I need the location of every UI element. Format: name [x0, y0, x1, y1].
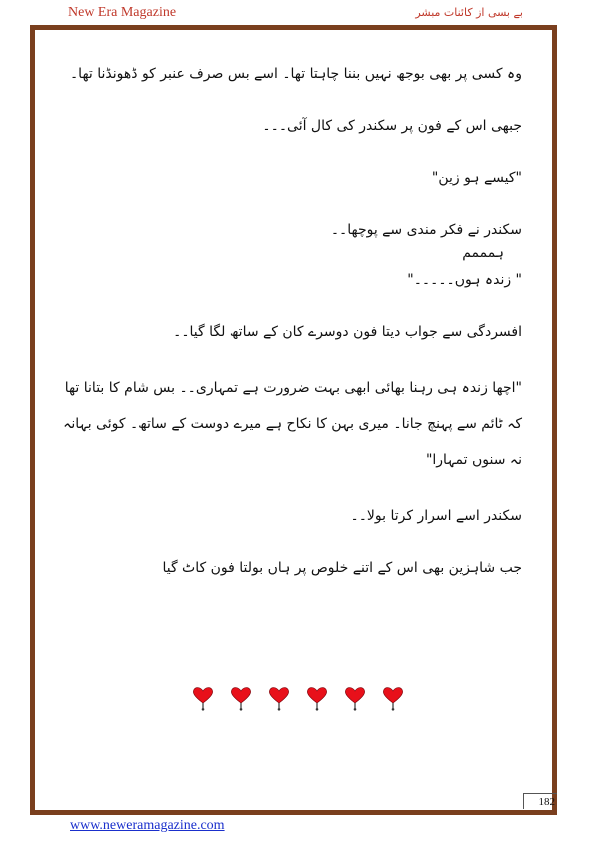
paragraph: افسردگی سے جواب دیتا فون دوسرے کان کے ساتھ لگا گیا۔۔ [173, 324, 522, 340]
heart-icon [305, 685, 329, 711]
paragraph: " زندہ ہوں۔۔۔۔۔" [407, 272, 522, 288]
magazine-name: New Era Magazine [68, 5, 177, 20]
page-number: 182 [523, 793, 557, 809]
paragraph: "اچھا زندہ ہی رہنا بھائی ابھی بہت ضرورت ہے تمہاری۔۔ بس شام کا بتانا تھا کہ ٹائم سے پہنچ جانا۔ میری بہن کا نکاح ہے میرے دوست کے ساتھ۔ کوئی بہانہ نہ سنوں تمہارا" [63, 380, 522, 468]
heart-icon [267, 685, 291, 711]
heart-icon [191, 685, 215, 711]
paragraph: سکندر نے فکر مندی سے پوچھا۔۔ [330, 222, 522, 238]
paragraph: "کیسے ہو زین" [431, 170, 522, 186]
novel-title: بے بسی از کائنات مبشر [415, 6, 523, 19]
paragraph: ہمممم [462, 245, 504, 261]
website-link[interactable]: www.neweramagazine.com [70, 818, 225, 833]
story-text [52, 60, 522, 582]
heart-icon [343, 685, 367, 711]
paragraph: سکندر اسے اسرار کرتا بولا۔۔ [350, 508, 522, 524]
heart-icon [229, 685, 253, 711]
paragraph: وہ کسی پر بھی بوجھ نہیں بننا چاہتا تھا۔ اسے بس صرف عنبر کو ڈھونڈنا تھا۔ [69, 66, 522, 82]
hearts-row [0, 685, 595, 711]
heart-icon [381, 685, 405, 711]
paragraph: جب شاہزین بھی اس کے اتنے خلوص پر ہاں بولتا فون کاٹ گیا [162, 560, 522, 576]
paragraph: جبھی اس کے فون پر سکندر کی کال آئی۔۔۔ [262, 118, 522, 134]
